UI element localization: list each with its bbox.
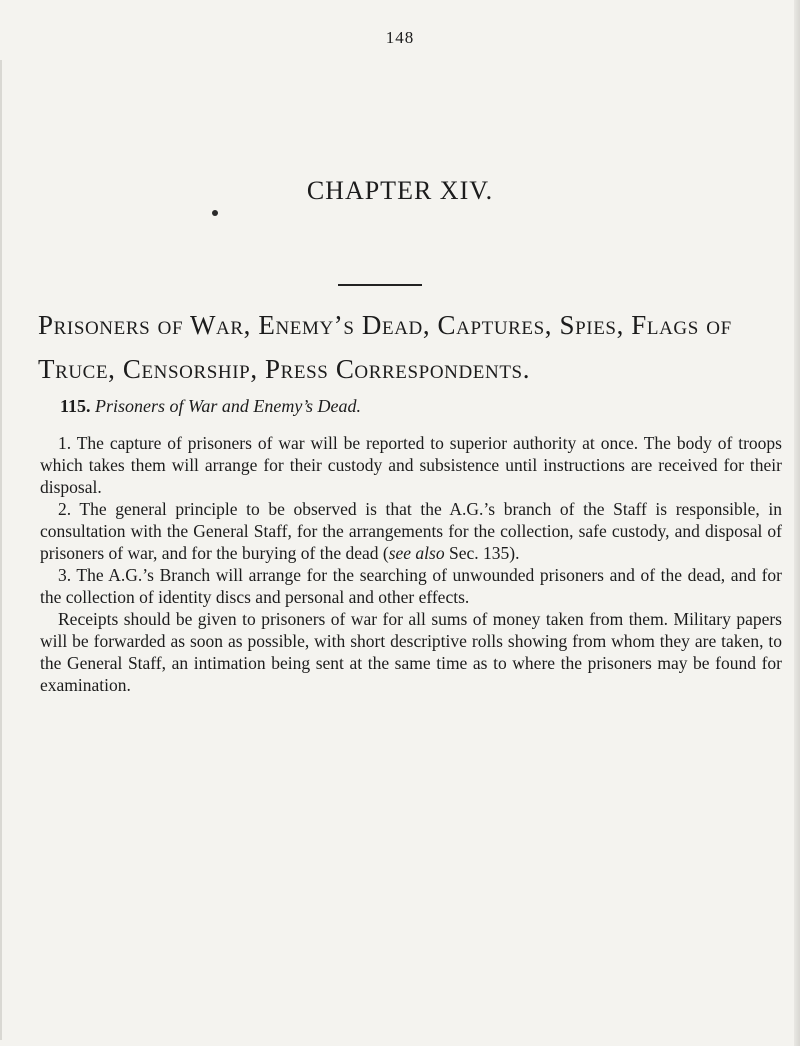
sub-heading-number: 115.	[60, 396, 91, 416]
section-heading: Prisoners of War, Enemy’s Dead, Captures, Spies, Flags of Truce, Censorship, Press Correspondents.	[38, 310, 732, 384]
paragraph-3: 3. The A.G.’s Branch will arrange for the searching of unwounded prisoners and of the dead, and for the collection of identity discs and personal and other effects.	[40, 565, 782, 607]
ink-dot	[212, 210, 218, 216]
paragraph-2-text-before: 2. The general principle to be observed is that the A.G.’s branch of the Staff is responsible, in consultation with the General Staff, for the arrangements for the collection, safe custody, and disposal of prisoners of war, and for the burying of the dead (	[40, 499, 782, 563]
title-rule-divider	[338, 284, 422, 286]
page-number: 148	[385, 28, 415, 47]
body-text	[40, 432, 782, 696]
paragraph-1: 1. The capture of prisoners of war will be reported to superior authority at once. The body of troops which takes them will arrange for their custody and subsistence until instructions are received for their disposal.	[40, 433, 782, 497]
page-edge-left	[0, 60, 2, 1040]
chapter-title: CHAPTER XIV.	[306, 176, 494, 205]
sub-heading	[60, 396, 780, 417]
page-edge-right	[794, 0, 800, 1046]
paragraph-4: Receipts should be given to prisoners of war for all sums of money taken from them. Military papers will be forwarded as soon as possible, with short descriptive rolls showing from whom they are taken, to the General Staff, an intimation being sent at the same time as to where the prisoners may be found for examination.	[40, 609, 782, 695]
sub-heading-title: Prisoners of War and Enemy’s Dead.	[95, 396, 362, 416]
paragraph-2-text-after: Sec. 135).	[444, 543, 520, 563]
paragraph-2-italic: see also	[388, 543, 445, 563]
paragraph-2	[40, 498, 782, 564]
